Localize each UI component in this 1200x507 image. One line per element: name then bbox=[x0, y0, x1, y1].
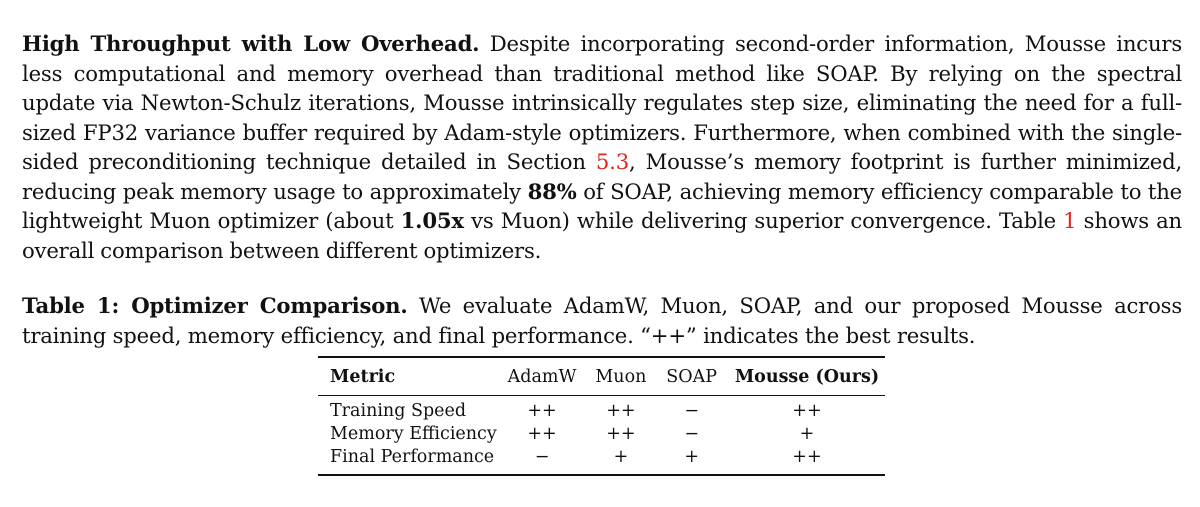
muon-ratio: 1.05x bbox=[400, 208, 464, 234]
paragraph-title: High Throughput with Low Overhead. bbox=[22, 31, 480, 57]
comparison-table-container bbox=[318, 356, 885, 476]
table-row bbox=[318, 446, 885, 475]
table-caption bbox=[22, 291, 1182, 350]
paragraph-text-3: of SOAP, achieving memory efficiency comparable to the lightweight Muon optimizer (about bbox=[22, 178, 1182, 234]
body-paragraph bbox=[22, 29, 1182, 265]
table-header-row bbox=[318, 357, 885, 396]
cell-muon: ++ bbox=[606, 401, 636, 421]
cell-adamw: − bbox=[497, 446, 588, 475]
caption-title: Optimizer Comparison. bbox=[131, 293, 408, 319]
cell-adamw: ++ bbox=[527, 401, 557, 421]
cell-mousse: ++ bbox=[729, 446, 885, 475]
header-soap: SOAP bbox=[654, 357, 729, 396]
paragraph-text-2: , Mousse’s memory footprint is further minimized, reducing peak memory usage to approximately bbox=[22, 149, 1182, 204]
cell-soap: − bbox=[684, 401, 699, 421]
memory-percentage: 88% bbox=[527, 178, 577, 204]
paragraph-text-1: Despite incorporating second-order information, Mousse incurs less computational and memory overhead than traditional method like SOAP. By relying on the spectral update via Newton-Schulz iterations, Mousse intrinsically regulates step size, eliminating the need for a full-sized FP32 variance buffer required by Adam-style optimizers. Furthermore, when combined with the single-sided preconditioning technique detailed in Section bbox=[22, 31, 1182, 175]
caption-label: Table 1: bbox=[22, 293, 132, 319]
cell-adamw: ++ bbox=[527, 424, 557, 444]
metric-name: Memory Efficiency bbox=[330, 424, 497, 444]
header-muon: Muon bbox=[587, 357, 654, 396]
cell-soap: + bbox=[654, 446, 729, 475]
cell-mousse: + bbox=[799, 424, 815, 444]
metric-name: Training Speed bbox=[330, 401, 467, 421]
table-reference-link[interactable]: 1 bbox=[1063, 208, 1077, 234]
cell-soap: − bbox=[684, 424, 699, 444]
section-reference-link[interactable]: 5.3 bbox=[595, 149, 629, 175]
table-row bbox=[318, 396, 885, 424]
header-mousse: Mousse (Ours) bbox=[729, 357, 885, 396]
cell-mousse: ++ bbox=[792, 401, 822, 421]
table-row bbox=[318, 423, 885, 446]
cell-muon: ++ bbox=[606, 424, 636, 444]
header-adamw: AdamW bbox=[497, 357, 588, 396]
caption-text: We evaluate AdamW, Muon, SOAP, and our proposed Mousse across training speed, memory efficiency, and final performance. “++” indicates the best results. bbox=[22, 293, 1183, 348]
metric-name: Final Performance bbox=[318, 446, 497, 475]
cell-muon: + bbox=[587, 446, 654, 475]
header-metric: Metric bbox=[318, 357, 497, 396]
paragraph-text-5: shows an overall comparison between different optimizers. bbox=[22, 208, 1182, 263]
optimizer-comparison-table bbox=[318, 356, 885, 476]
paragraph-text-4: vs Muon) while delivering superior convergence. Table bbox=[463, 208, 1064, 234]
